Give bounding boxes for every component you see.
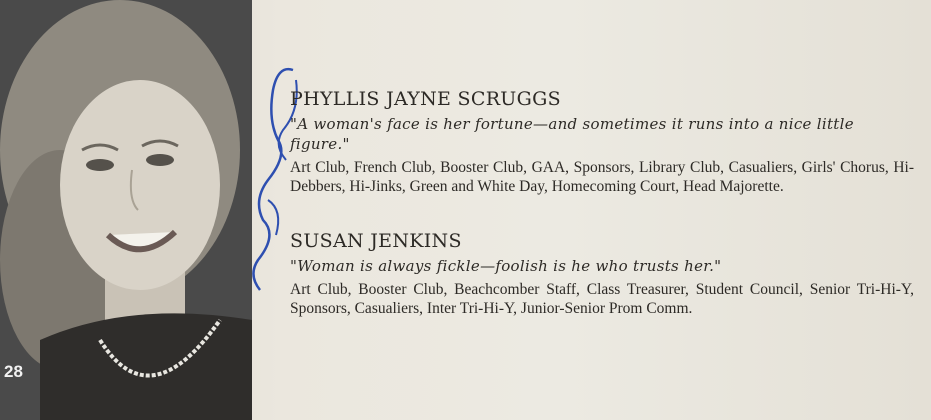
page-number: 28: [4, 362, 23, 381]
student-activities: Art Club, Booster Club, Beachcomber Staff, Class Treasurer, Student Council, Senior Tri-Hi-Y, Sponsors, Casualiers, Inter Tri-Hi-Y, Junior-Senior Prom Comm.: [290, 281, 914, 317]
portrait-illustration: [0, 0, 252, 420]
student-name: PHYLLIS JAYNE SCRUGGS: [290, 88, 561, 110]
student-quote: "Woman is always fickle—foolish is he who trusts her.": [290, 257, 722, 275]
student-activities: Art Club, French Club, Booster Club, GAA, Sponsors, Library Club, Casualiers, Girls' Chorus, Hi-Debbers, Hi-Jinks, Green and White Day, Homecoming Court, Head Majorette.: [290, 159, 914, 195]
student-name: SUSAN JENKINS: [290, 230, 462, 252]
senior-entry: [290, 88, 914, 196]
senior-entry: [290, 230, 914, 318]
portrait-photo: [0, 0, 252, 420]
student-quote: "A woman's face is her fortune—and sometimes it runs into a nice little figure.": [290, 115, 854, 153]
